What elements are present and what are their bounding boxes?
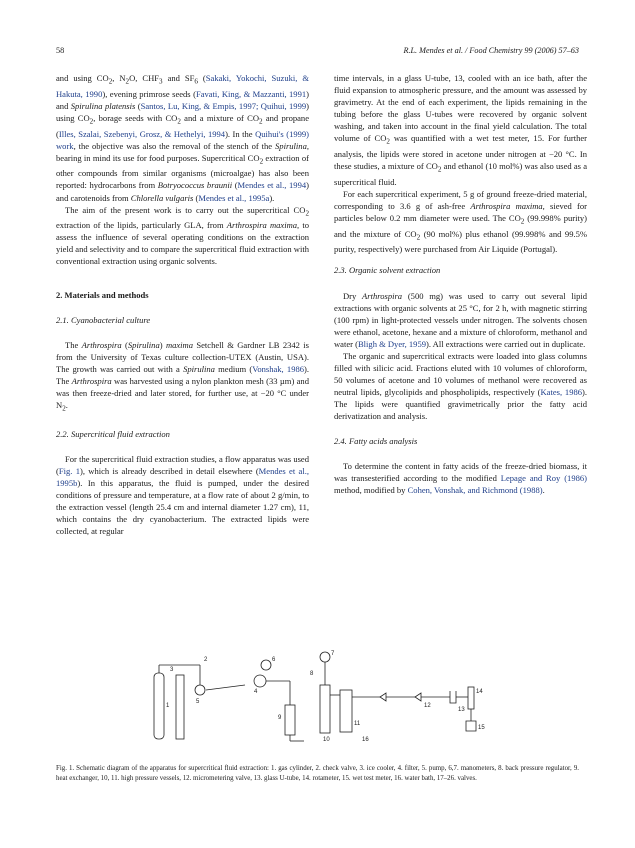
heat-exchanger [285, 705, 295, 735]
citation-link[interactable]: Lepage and Roy (1986) [500, 473, 587, 484]
citation-link[interactable]: Vonshak, 1986 [252, 363, 305, 374]
citation-link[interactable]: Mendes et al., 1994 [237, 180, 307, 191]
subsection-heading: 2.3. Organic solvent extraction [334, 265, 441, 276]
rotameter [468, 687, 474, 709]
figure-link[interactable]: Fig. 1 [58, 465, 80, 476]
fig-label: 2 [204, 657, 208, 663]
fig-label: 15 [478, 725, 485, 731]
paragraph-fatty-acids: To determine the content in fatty acids of the freeze-dried biomass, it was transesterified according to the modified Lepage and Roy (1986) method, modified by Cohen, Vonshak, and Richmond (1988). [334, 461, 587, 496]
pump-symbol [195, 685, 205, 695]
paragraph-solvent: Dry Arthrospira (500 mg) was used to carry out several lipid extractions with organic solvents at 25 °C, for 2 h, with magnetic stirring (100 rpm) in light-protected vessels under nitrogen. The solvents chosen were ethanol, acetone, hexane and a mixture of chloroform, methanol and water (Bligh & Dyer, 1959). All extractions were carried out in duplicate. [334, 290, 587, 349]
paragraph-culture: The Arthrospira (Spirulina) maxima Setchell & Gardner LB 2342 is from the University of Texas culture collection-UTEX (Austin, USA). The growth was carried out with a Spirulina medium (Vonshak, 1986). The Arthrospira was harvested using a nylon plankton mesh (33 µm) and was then freeze-dried and later stored, for further use, at −20 °C under $N_2$. [56, 339, 310, 413]
fig-label: 13 [458, 707, 465, 713]
citation-link[interactable]: Mendes et al., 1995a [198, 192, 270, 203]
fig-label: 7 [331, 651, 335, 657]
fig-label: 8 [310, 671, 314, 677]
paragraph-fractions: The organic and supercritical extracts were loaded into glass columns filled with silicic acid. Fractions eluted with 10 volumes of chloroform, 50 volumes of acetone and 10 volumes of methanol were recovered as neutral lipids, glycolipids and phospholipids, respectively (Kates, 1986). The lipids were quantified gravimetrically prior the fatty acid derivatization and analysis. [334, 350, 588, 421]
apparatus-schematic [140, 645, 495, 745]
page-number: 58 [56, 46, 65, 55]
manometer-symbol [261, 660, 271, 670]
fig-label: 6 [272, 657, 276, 663]
fig-label: 3 [170, 667, 174, 673]
citation-link[interactable]: Mendes et al., 1995b [56, 465, 309, 488]
fig-label: 11 [354, 721, 361, 727]
citation-link[interactable]: Favati, King, & Mazzanti, 1991 [195, 88, 307, 99]
fig-label: 5 [196, 699, 200, 705]
figure-caption: Fig. 1. Schematic diagram of the apparatus for supercritical fluid extraction: 1. gas cylinder, 2. check valve, 3. ice cooler, 4. filter, 5. pump, 6,7. manometers, 8. back pressure regulator, 9. heat exchanger, 10, 11. high pressure vessels, 12. micrometering valve, 13. glass U-tube, 14. rotameter, 15. wet test meter, 16. water bath, 17–26. valves. [56, 765, 579, 782]
left-column [56, 72, 309, 537]
glass-u-tube [450, 691, 456, 703]
manometer-symbol [320, 652, 330, 662]
citation-link[interactable]: Bligh & Dyer, 1959 [357, 338, 426, 349]
high-pressure-vessel-11 [340, 690, 352, 732]
citation-link[interactable]: Cohen, Vonshak, and Richmond (1988) [407, 485, 543, 496]
paragraph-sfe: For the supercritical fluid extraction studies, a flow apparatus was used (Fig. 1), which is already described in detail elsewhere (Mendes et al., 1995b). In this apparatus, the fluid is pumped, under the desired conditions of pressure and temperature, at a flow rate of about 2 g/min, to the extraction vessel (length 25.4 cm and internal diameter 1.27 cm), 11, which contains the dry cyanobacterium. The extracted lipids were collected, at regular [56, 453, 309, 536]
subsection-heading: 2.4. Fatty acids analysis [334, 436, 418, 447]
paragraph-experiment: For each supercritical experiment, 5 g of ground freeze-dried material, corresponding to 3.6 g of ash-free Arthrospira maxima, sieved for particles below 0.2 mm diameter were used. The $CO_2$ (99.998% purity) and the mixture of $CO_2$ (90 mol%) plus ethanol (99.998% and 99.5% purity, respectively) were purchased from Air Liquide (Portugal). [334, 188, 588, 255]
fig-label: 16 [362, 737, 369, 743]
fig-label: 9 [278, 715, 282, 721]
subsection-heading: 2.1. Cyanobacterial culture [56, 314, 151, 325]
fig-label: 1 [166, 703, 170, 709]
citation-link[interactable]: Quihui's (1999) work [56, 128, 310, 151]
journal-reference: R.L. Mendes et al. / Food Chemistry 99 (2006) 57–63 [403, 46, 579, 55]
fig-label: 10 [323, 737, 330, 743]
citation-link[interactable]: Santos, Lu, King, & Empis, 1997; Quihui, 1999 [140, 100, 307, 111]
subsection-heading: 2.2. Supercritical fluid extraction [56, 428, 170, 439]
citation-link[interactable]: Illes, Szalai, Szebenyi, Grosz, & Hethelyi, 1994 [58, 128, 226, 139]
citation-link[interactable]: Kates, 1986 [540, 386, 583, 397]
paragraph-intro-continued: and using $CO_2$, $N_2O$, $CHF_3$ and $SF_6$ (Sakaki, Yokochi, Suzuki, & Hakuta, 1990), evening primrose seeds (Favati, King, & Mazzanti, 1991) and Spirulina platensis (Santos, Lu, King, & Empis, 1997; Quihui, 1999) using $CO_2$, borage seeds with $CO_2$ and a mixture of $CO_2$ and propane (Illes, Szalai, Szebenyi, Grosz, & Hethelyi, 1994). In the Quihui's (1999) work, the objective was also the removal of the stench of the Spirulina, bearing in mind its use for food purposes. Supercritical $CO_2$ extraction of other compounds from similar organisms (microalgae) has also been reported: hydrocarbons from Botryococcus braunii (Mendes et al., 1994) and carotenoids from Chlorella vulgaris (Mendes et al., 1995a). [56, 73, 310, 203]
fig-label: 4 [254, 689, 258, 695]
high-pressure-vessel-10 [320, 685, 330, 733]
gas-cylinder [154, 673, 164, 739]
paragraph-sfe-continued: time intervals, in a glass U-tube, 13, cooled with an ice bath, after the fluid expansion to atmospheric pressure, and the amount was assessed by gravimetry. At the end of each experiment, the lipids remaining in the tubing before the glass U-tubes were recovered by organic solvent washing, and taken into account in the final yield calculation. The total volume of $CO_2$ was quantified with a wet test meter, 15. For further analysis, the lipids were stored in acetone under nitrogen at −20 °C. In these studies, a mixture of $CO_2$ and ethanol (10 mol%) was also used as a supercritical fluid. [334, 73, 587, 187]
right-column [334, 72, 587, 496]
fig-label: 14 [476, 689, 483, 695]
filter-symbol [254, 675, 266, 687]
section-heading: 2. Materials and methods [56, 289, 149, 300]
paragraph-aim: The aim of the present work is to carry out the supercritical $CO_2$ extraction of the lipids, particularly GLA, from Arthrospira maxima, to assess the influence of several operating conditions on the extraction yield and selectivity and to compare the supercritical fluid extraction with conventional extraction using organic solvents. [56, 204, 310, 267]
fig-label: 12 [424, 703, 431, 709]
ice-cooler [176, 675, 184, 739]
wet-test-meter [466, 721, 476, 731]
page-header [56, 46, 579, 60]
citation-link[interactable]: Sakaki, Yokochi, Suzuki, & Hakuta, 1990 [56, 73, 310, 99]
